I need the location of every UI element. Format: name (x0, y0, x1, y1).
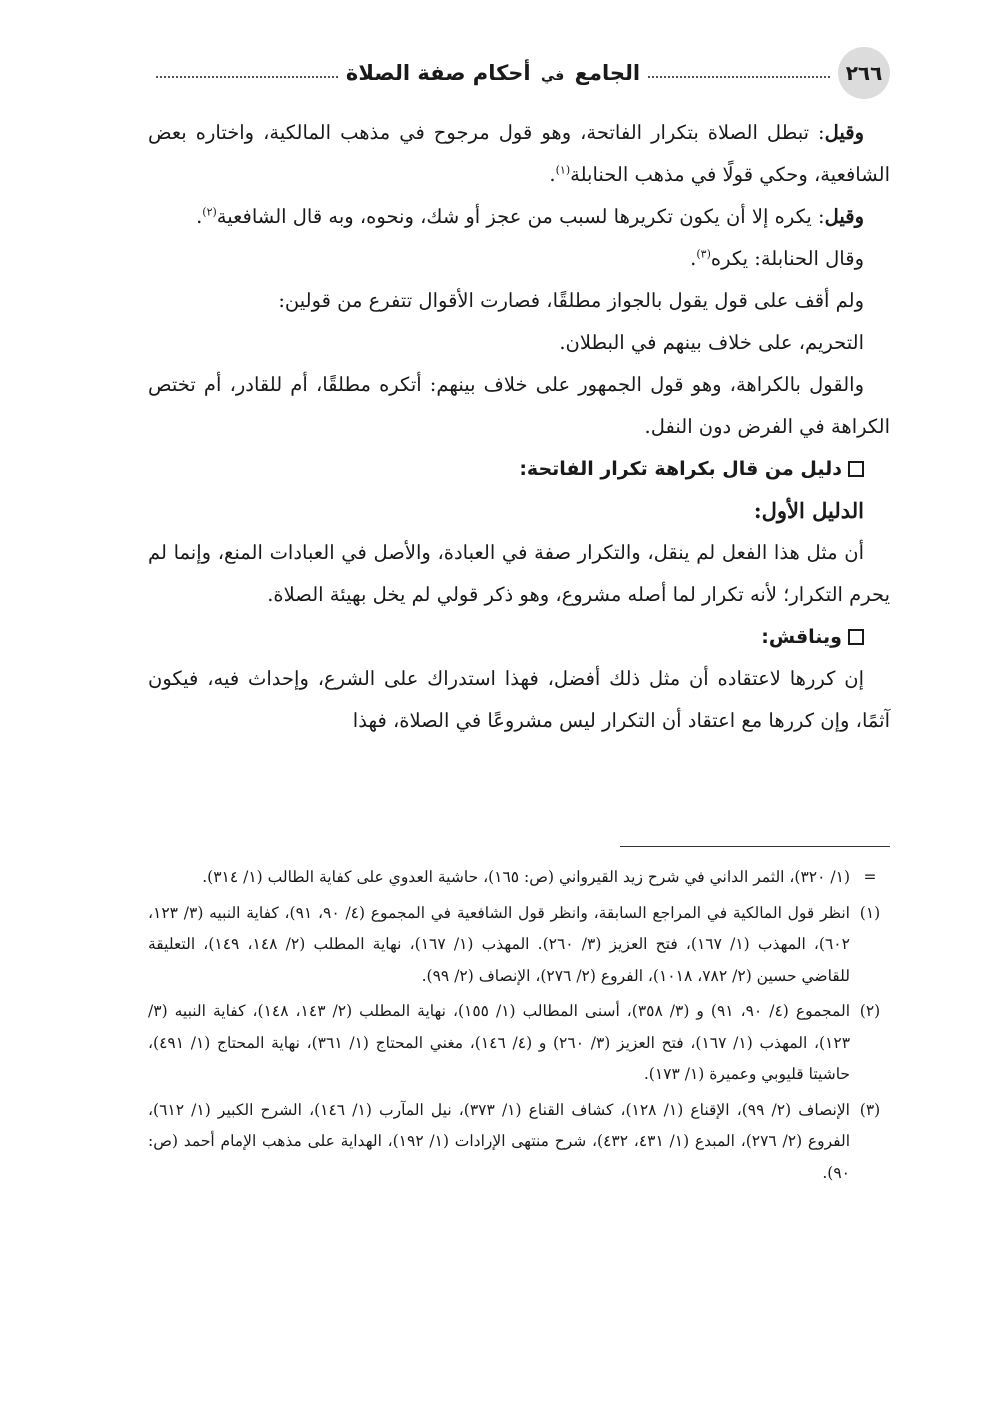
square-bullet-icon (848, 461, 864, 477)
footnote-number: (٢) (859, 1002, 881, 1020)
footnote-text: انظر قول المالكية في المراجع السابقة، وانظر قول الشافعية في المجموع (٤/ ٩٠، ٩١)، كفاية النبيه (٣/ ١٢٣، ٦٠٢)، المهذب (١/ ١٦٧)، فتح العزيز (٣/ ٢٦٠). المهذب (١/ ١٦٧)، نهاية المطلب (٢/ ١٤٨، ١٤٩)، التعليقة للقاضي حسين (٢/ ٧٨٢، ١٠١٨)، الفروع (٢/ ٢٧٦)، الإنصاف (٢/ ٩٩). (148, 903, 850, 985)
footnote-3 (148, 1095, 890, 1190)
book-title: الجامع في أحكام صفة الصلاة (345, 61, 641, 85)
footnote-ref-2[interactable]: (٢) (202, 205, 217, 219)
footnote-number: = (863, 868, 877, 886)
footnote-number: (١) (859, 903, 881, 922)
section-heading-discussion: ويناقش: (148, 616, 890, 658)
footnotes (148, 862, 890, 1193)
running-header (148, 48, 890, 98)
footnote-number: (٣) (859, 1100, 881, 1119)
page-number-badge: ٢٦٦ (838, 47, 890, 99)
paragraph-3: وقال الحنابلة: يكره$^{(٣)}$. (690, 247, 864, 270)
section-heading-evidence: دليل من قال بكراهة تكرار الفاتحة: (148, 448, 890, 490)
header-dotted-leader-left (156, 76, 338, 78)
paragraph-2: وقيل: يكره إلا أن يكون تكريرها لسبب من عجز أو شك، ونحوه، وبه قال الشافعية$^{(٢)}$. (196, 205, 864, 228)
paragraph-7: أن مثل هذا الفعل لم ينقل، والتكرار صفة في العبادة، والأصل في العبادات المنع، وإنما لم يحرم التكرار؛ لأنه تكرار لما أصله مشروع، وهو ذكر قولي لم يخل بهيئة الصلاة. (148, 541, 890, 606)
paragraph-6: والقول بالكراهة، وهو قول الجمهور على خلاف بينهم: أتكره مطلقًا، أم للقادر، أم تختص الكراهة في الفرض دون النفل. (148, 373, 890, 438)
footnote-ref-1[interactable]: (١) (555, 163, 571, 177)
footnote-ref-3[interactable]: (٣) (696, 247, 711, 261)
paragraph-8: إن كررها لاعتقاده أن مثل ذلك أفضل، فهذا استدراك على الشرع، وإحداث فيه، فيكون آثمًا، وإن كررها مع اعتقاد أن التكرار ليس مشروعًا في الصلاة، فهذا (148, 667, 890, 732)
footnote-2 (148, 996, 890, 1091)
subheading-first-evidence: الدليل الأول: (753, 498, 864, 523)
paragraph-1: وقيل: تبطل الصلاة بتكرار الفاتحة، وهو قول مرجوح في مذهب المالكية، واختاره بعض الشافعية، وحكي قولًا في مذهب الحنابلة$^{(١)}$. (148, 121, 890, 186)
footnote-text: (١/ ٣٢٠)، الثمر الداني في شرح زيد القيرواني (ص: ١٦٥)، حاشية العدوي على كفاية الطالب (١/ ٣١٤). (202, 868, 850, 886)
main-text (148, 112, 890, 742)
footnote-text: المجموع (٤/ ٩٠، ٩١) و (٣/ ٣٥٨)، أسنى المطالب (١/ ١٥٥)، نهاية المطلب (٢/ ١٤٣، ١٤٨)، كفاية النبيه (٣/ ١٢٣)، المهذب (١/ ١٦٧)، فتح العزيز (٣/ ٢٦٠) و (٤/ ١٤٦)، مغني المحتاج (١/ ٣٦١)، نهاية المحتاج (١/ ٤٩١)، حاشيتا قليوبي وعميرة (١/ ١٧٣). (148, 1002, 851, 1083)
footnote-1 (148, 898, 890, 993)
paragraph-5: التحريم، على خلاف بينهم في البطلان. (559, 331, 864, 354)
square-bullet-icon (848, 629, 864, 645)
header-dotted-leader-right (648, 76, 830, 78)
footnote-separator (620, 846, 890, 847)
footnote-text: الإنصاف (٢/ ٩٩)، الإقناع (١/ ١٢٨)، كشاف القناع (١/ ٣٧٣)، نيل المآرب (١/ ١٤٦)، الشرح الكبير (١/ ٦١٢)، الفروع (٢/ ٢٧٦)، المبدع (١/ ٤٣١، ٤٣٢)، شرح منتهى الإرادات (١/ ١٩٢)، الهداية على مذهب الإمام أحمد (ص: ٩٠). (148, 1100, 851, 1182)
footnote-continued (148, 862, 890, 894)
paragraph-4: ولم أقف على قول يقول بالجواز مطلقًا، فصارت الأقوال تتفرع من قولين: (278, 289, 864, 312)
